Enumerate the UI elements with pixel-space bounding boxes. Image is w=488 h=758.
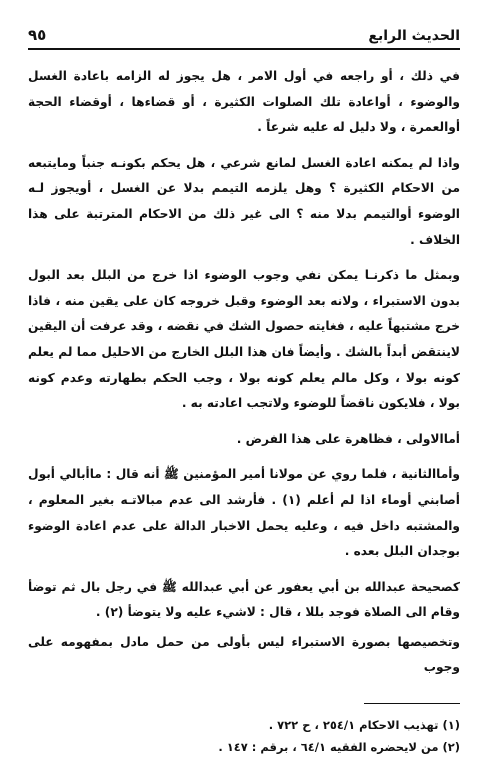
paragraph: كصحيحة عبدالله بن أبي يعفور عن أبي عبدالله ﷺ في رجل بال ثم توضأ وقام الى الصلاة فوجد بللا ، قال : لاشيء عليه ولا يتوضأ (٢) .	[28, 579, 460, 620]
footnote-separator	[364, 703, 460, 704]
paragraph: واذا لم يمكنه اعادة الغسل لمانع شرعي ، هل يحكم بكونـه جنباً ومايتبعه من الاحكام الكثيرة ؟ وهل يلزمه التيمم بدلا عن الغسل ، أويجوز لـه الوضوء أوالتيمم بدلا منه ؟ الى غير ذلك من الاحكام المترتبة على هذا الخلاف .	[28, 155, 460, 247]
main-text	[28, 64, 460, 681]
footnote: (١) تهذيب الاحكام ٢٥٤/١ ، ح ٧٢٢ .	[268, 718, 460, 733]
footnotes	[28, 714, 460, 758]
footnote: (٢) من لايحضره الفقيه ٦٤/١ ، برقم : ١٤٧ .	[218, 740, 460, 755]
paragraph: في ذلك ، أو راجعه في أول الامر ، هل يجوز له الزامه باعادة الغسل والوضوء ، أواعادة تلك الصلوات الكثيرة ، أو قضاءها ، أوقضاء الحجة أوالعمرة ، ولا دليل له عليه شرعاً .	[28, 69, 460, 135]
paragraph: أماالاولى ، فظاهرة على هذا الفرض .	[236, 431, 460, 446]
paragraph: وبمثل ما ذكرنـا يمكن نفي وجوب الوضوء اذا خرج من البلل بعد البول بدون الاستبراء ، ولانه بعد الوضوء وقبل خروجه كان على يقين منه ، فاذا خرج مشتبهاً عليه ، فغايته حصول الشك في نقضه ، وقد عرفت أن اليقين لاينتقض أبداً بالشك . وأيضاً فان هذا البلل الخارج من الاحليل مما لم يعلم كونه بولا ، وكل مالم يعلم كونه بولا ، وجب الحكم بطهارته وعدم كونه بولا ، فلايكون ناقضاً للوضوء ولاتجب اعادته به .	[28, 268, 460, 411]
running-header	[28, 22, 460, 50]
paragraph: وتخصيصها بصورة الاستبراء ليس بأولى من حمل مادل بمفهومه على وجوب	[28, 634, 460, 675]
paragraph: وأماالثانية ، فلما روي عن مولانا أمير المؤمنين ﷺ أنه قال : ماأبالي أبول أصابني أوماء اذا لم أعلم (١) . فأرشد الى عدم مبالاتـه بغير المعلوم ، والمشتبه داخل فيه ، وعليه يحمل الاخبار الدالة على عدم اعادة الوضوء بوجدان البلل بعده .	[28, 467, 460, 559]
chapter-title: الحديث الرابع	[368, 28, 460, 44]
page-number: ٩٥	[28, 26, 47, 44]
